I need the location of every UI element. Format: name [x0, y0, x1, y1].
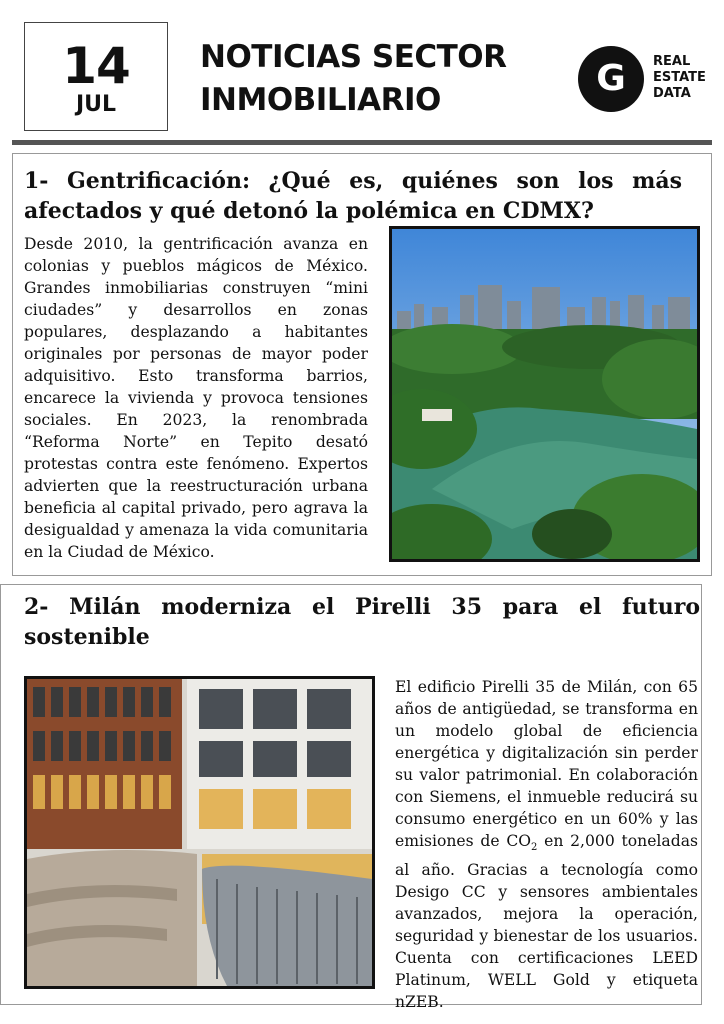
brand-line-2: ESTATE: [653, 70, 706, 85]
article-1-body: Desde 2010, la gentrificación avanza en colonias y pueblos mágicos de México. Grandes inmobiliarias construyen “mini ciudades” y desarrollos en zonas populares, desplazando a habitantes originales por personas de mayor poder adquisitivo. Esto transforma barrios, encarece la vivienda y provoca tensiones sociales. En 2023, la renombrada “Reforma Norte” en Tepito desató protestas contra este fenómeno. Expertos advierten que la reestructuración urbana beneficia al capital privado, pero agrava la desigualdad y amenaza la vida comunitaria en la Ciudad de México.: [24, 235, 368, 561]
masthead-title: [200, 36, 507, 122]
header-divider: [12, 140, 712, 145]
masthead-line-2: INMOBILIARIO: [200, 82, 441, 118]
brand-logo-icon: G: [578, 46, 644, 112]
article-2-body: [395, 676, 698, 1013]
brand-line-1: REAL: [653, 54, 691, 69]
date-month: JUL: [75, 92, 117, 117]
article-1-photo-cdmx-park: [389, 226, 700, 562]
article-1-title: 1- Gentrificación: ¿Qué es, quiénes son los más afectados y qué detonó la polémica en CDMX?: [24, 168, 682, 224]
brand-line-3: DATA: [653, 86, 691, 101]
article-2-photo-pirelli-building: [24, 676, 375, 989]
date-day: 14: [62, 37, 130, 95]
article-2-body-part-1: El edificio Pirelli 35 de Milán, con 65 años de antigüedad, se transforma en un modelo global de eficiencia energética y digitalización sin perder su valor patrimonial. En colaboración con Siemens, el inmueble reducirá su consumo energético en un 60% y las emisiones de CO: [395, 678, 698, 850]
brand-name: [653, 54, 706, 102]
masthead-line-1: NOTICIAS SECTOR: [200, 39, 507, 75]
article-2-title: 2- Milán moderniza el Pirelli 35 para el futuro sostenible: [24, 594, 700, 650]
article-2-body-part-2: en 2,000 toneladas al año. Gracias a tecnología como Desigo CC y sensores ambientales avanzados, mejora la operación, seguridad y bienestar de los usuarios. Cuenta con certificaciones LEED Platinum, WELL Gold y etiqueta nZEB.: [395, 832, 698, 1012]
co2-subscript: 2: [531, 842, 538, 854]
date-box: [24, 22, 168, 131]
